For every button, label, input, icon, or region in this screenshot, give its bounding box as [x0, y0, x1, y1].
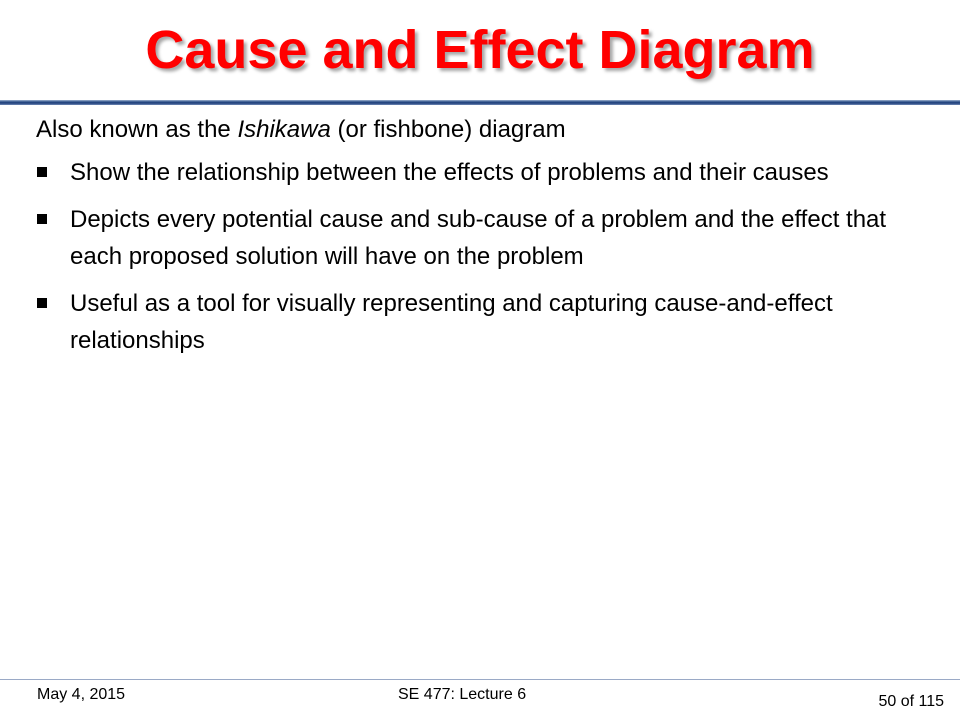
intro-line — [36, 113, 926, 147]
intro-suffix: (or fishbone) diagram — [330, 116, 566, 143]
intro-prefix: Also known as the — [36, 116, 238, 143]
footer-divider — [0, 679, 960, 680]
slide-title: Cause and Effect Diagram — [145, 20, 815, 80]
bullet-text: Useful as a tool for visually representing and capturing cause-and-effect relationships — [70, 290, 833, 354]
footer-course: SE 477: Lecture 6 — [398, 686, 527, 703]
bullet-item — [36, 154, 916, 191]
title-divider — [0, 100, 960, 105]
bullet-text: Show the relationship between the effects of problems and their causes — [70, 159, 829, 186]
bullet-text: Depicts every potential cause and sub-cause of a problem and the effect that each proposed solution will have on the problem — [70, 206, 887, 270]
bullet-list — [36, 154, 916, 369]
footer-date: May 4, 2015 — [37, 686, 126, 703]
page-number: 50 of 115 — [878, 693, 944, 710]
intro-emphasis: Ishikawa — [237, 116, 331, 143]
square-bullet-icon — [37, 214, 47, 224]
square-bullet-icon — [37, 167, 47, 177]
bullet-item — [36, 285, 916, 359]
square-bullet-icon — [37, 298, 47, 308]
bullet-item — [36, 201, 916, 275]
